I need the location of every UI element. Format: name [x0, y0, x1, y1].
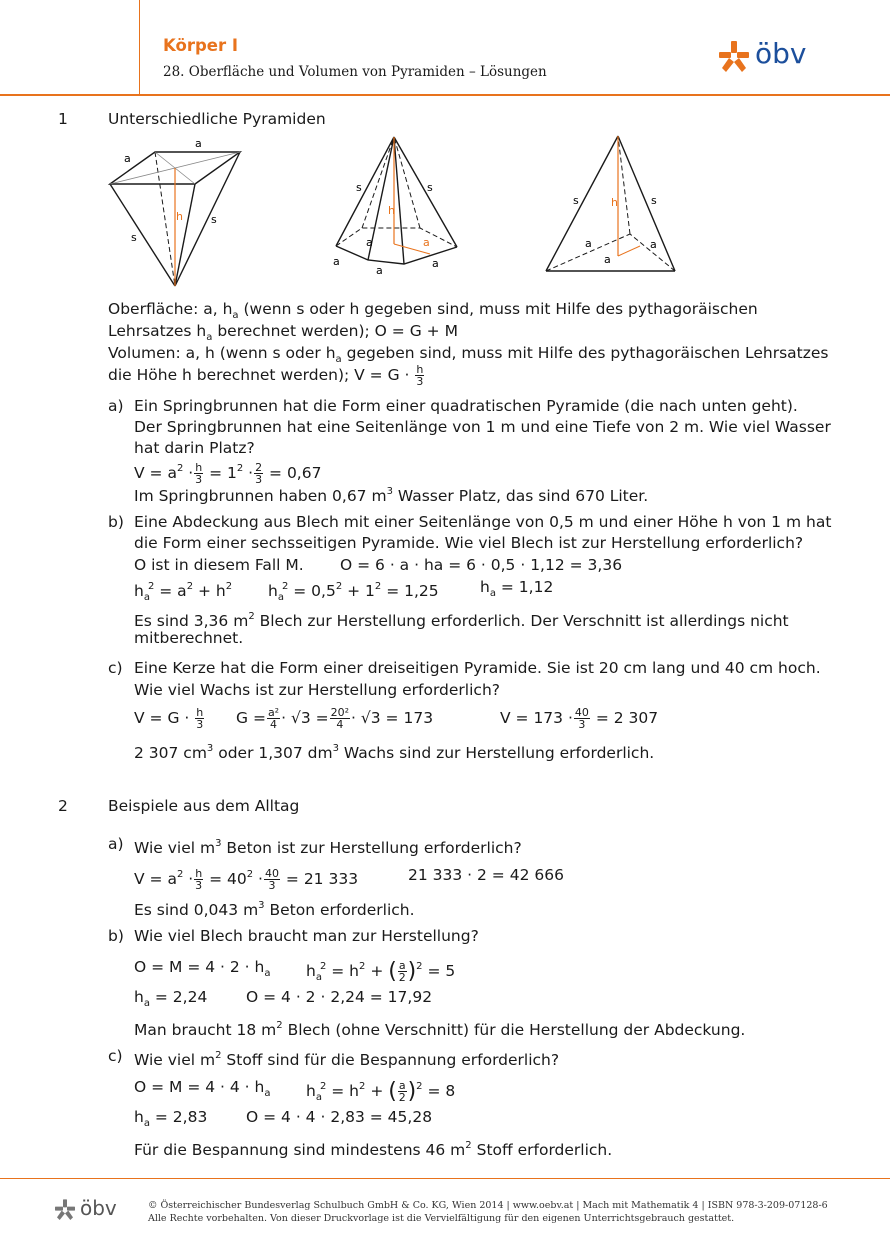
task1a-label: a)	[108, 397, 124, 415]
fig3-label-a-bottom: a	[604, 253, 611, 266]
fig2-label-a-left: a	[333, 255, 340, 268]
fig2-label-s-right: s	[427, 181, 433, 194]
fig3-label-a-right: a	[650, 238, 657, 251]
task1b-label: b)	[108, 513, 124, 531]
fig1-label-a-left: a	[124, 152, 131, 165]
fig2-label-a-bottom: a	[376, 264, 383, 277]
fig1-label-h: h	[176, 210, 183, 223]
task2c-formula3: $h_a = 2,83$	[134, 1108, 208, 1129]
inverted-pyramid-figure	[110, 152, 240, 286]
task1c-label: c)	[108, 659, 123, 677]
task2c-question: Wie viel $m^2$ Stoff sind für die Bespannung erforderlich?	[134, 1050, 560, 1069]
task1-title: Unterschiedliche Pyramiden	[108, 110, 326, 128]
task1b-line3b: O = 6 · a · ha = 6 · 0,5 · 1,12 = 3,36	[340, 556, 623, 574]
task2b-formula3: $h_a = 2,24$	[134, 988, 208, 1009]
fig2-label-a-right: a	[432, 257, 439, 270]
task1c-formula1: V = G · $\frac{h}{3}$	[134, 706, 204, 731]
task1a-result: Im Springbrunnen haben 0,67 $m^3$ Wasser Platz, das sind 670 Liter.	[134, 486, 649, 505]
fig1-label-a-top: a	[195, 137, 202, 150]
oberflaeche-line2: Lehrsatzes $h_a$ berechnet werden); O = G + M	[108, 322, 458, 343]
task2c-formula4: O = 4 · 4 · 2,83 = 45,28	[246, 1108, 433, 1126]
fig3-label-h: h	[611, 196, 618, 209]
pyramid-figures	[100, 134, 700, 294]
fig3-label-s-left: s	[573, 194, 579, 207]
task1b-formula3: $h_a = 1,12$	[480, 578, 554, 599]
fig3-label-s-right: s	[651, 194, 657, 207]
task1a-line2: Der Springbrunnen hat eine Seitenlänge von 1 m und eine Tiefe von 2 m. Wie viel Wasser	[134, 418, 831, 436]
chapter-title: Körper I	[163, 36, 238, 55]
star-logo-icon	[719, 41, 749, 73]
task2b-formula1: $O = M = 4 \cdot 2 \cdot h_a$	[134, 958, 271, 979]
header-divider-vertical	[139, 0, 140, 95]
task2a-result: Es sind 0,043 $m^3$ Beton erforderlich.	[134, 900, 415, 919]
publisher-logo	[719, 37, 807, 77]
task1b-line2: die Form einer sechsseitigen Pyramide. Wie viel Blech ist zur Herstellung erforderlich?	[134, 534, 804, 552]
task1b-formula2: $h_a^2 = 0,5^2 + 1^2 = 1,25$	[268, 581, 439, 603]
task1c-formula3: V = 173 · $\frac{40}{3}$ = 2 307	[500, 706, 659, 731]
volumen-line2: die Höhe h berechnet werden); V = G · $\frac{h}{3}$	[108, 363, 424, 388]
fig3-label-a-left: a	[585, 237, 592, 250]
task2c-formula1: $O = M = 4 \cdot 4 \cdot h_a$	[134, 1078, 271, 1099]
footer-copyright: © Österreichischer Bundesverlag Schulbuch GmbH & Co. KG, Wien 2014 | www.oebv.at | Mach mit Mathematik 4 | ISBN 978-3-209-07128-6	[148, 1200, 828, 1211]
task2a-formula1: $V = a^2$ · $\frac{h}{3}$ = $40^2$ · $\frac{40}{3}$ = 21 333	[134, 867, 359, 892]
task2b-label: b)	[108, 927, 124, 945]
oberflaeche-line1: Oberfläche: a, $h_a$ (wenn s oder h gegeben sind, muss mit Hilfe des pythagoräischen	[108, 300, 758, 321]
fig2-label-a-inner: a	[366, 236, 373, 249]
fig2-label-a-orange: a	[423, 236, 430, 249]
task2a-question: Wie viel $m^3$ Beton ist zur Herstellung erforderlich?	[134, 838, 522, 857]
task1b-formula1: $h_a^2 = a^2 + h^2$	[134, 581, 233, 603]
task2b-question: Wie viel Blech braucht man zur Herstellung?	[134, 927, 479, 945]
task1b-result2: mitberechnet.	[134, 629, 244, 647]
task1c-formula2: G = $\frac{\text{a²}}{4}$ · √3 = $\frac{\text{20²}}{4}$ · √3 = 173	[236, 706, 434, 731]
task2c-label: c)	[108, 1047, 123, 1065]
logo-text: öbv	[755, 37, 807, 70]
task1b-line3a: O ist in diesem Fall M.	[134, 556, 304, 574]
fig2-label-h: h	[388, 204, 395, 217]
footer-logo	[55, 1196, 117, 1225]
page-subtitle: 28. Oberfläche und Volumen von Pyramiden – Lösungen	[163, 64, 547, 80]
footer-star-icon	[55, 1199, 75, 1221]
task1b-line1: Eine Abdeckung aus Blech mit einer Seitenlänge von 0,5 m und einer Höhe h von 1 m hat	[134, 513, 832, 531]
task1c-line2: Wie viel Wachs ist zur Herstellung erforderlich?	[134, 681, 500, 699]
task2b-formula4: O = 4 · 2 · 2,24 = 17,92	[246, 988, 433, 1006]
task2b-result: Man braucht 18 $m^2$ Blech (ohne Verschnitt) für die Herstellung der Abdeckung.	[134, 1020, 746, 1039]
task2b-formula2: $h_a^2 = h^2$ + ( $\frac{a}{2}$ )$^2$ = 5	[306, 959, 456, 984]
task1a-line1: Ein Springbrunnen hat die Form einer quadratischen Pyramide (die nach unten geht).	[134, 397, 798, 415]
footer-divider	[0, 1178, 890, 1179]
fig1-label-s-right: s	[211, 213, 217, 226]
fig1-label-s-left: s	[131, 231, 137, 244]
task2a-label: a)	[108, 835, 124, 853]
task2a-formula2: 21 333 · 2 = 42 666	[408, 866, 564, 884]
footer-rights: Alle Rechte vorbehalten. Von dieser Druckvorlage ist die Vervielfältigung für den eigenen Unterrichtsgebrauch gestattet.	[148, 1213, 735, 1224]
task1c-result: 2 307 $cm^3$ oder 1,307 $dm^3$ Wachs sind zur Herstellung erforderlich.	[134, 743, 655, 762]
task1-number: 1	[58, 110, 68, 128]
hexagonal-pyramid-figure	[336, 137, 457, 264]
fig2-label-s-left: s	[356, 181, 362, 194]
task2c-result: Für die Bespannung sind mindestens 46 $m^2$ Stoff erforderlich.	[134, 1140, 613, 1159]
task2-number: 2	[58, 797, 68, 815]
task2-title: Beispiele aus dem Alltag	[108, 797, 300, 815]
task1c-line1: Eine Kerze hat die Form einer dreiseitigen Pyramide. Sie ist 20 cm lang und 40 cm hoch.	[134, 659, 821, 677]
task1a-line3: hat darin Platz?	[134, 439, 255, 457]
task1a-formula: $V = a^2$ · $\frac{h}{3}$ = $1^2$ · $\frac{2}{3}$ = 0,67	[134, 461, 322, 486]
task2c-formula2: $h_a^2 = h^2$ + ( $\frac{a}{2}$ )$^2$ = 8	[306, 1079, 456, 1104]
task1b-result1: Es sind 3,36 $m^2$ Blech zur Herstellung erforderlich. Der Verschnitt ist allerdings nicht	[134, 611, 789, 630]
header-divider	[0, 94, 890, 96]
footer-logo-text: öbv	[80, 1196, 117, 1220]
volumen-line1: Volumen: a, h (wenn s oder $h_a$ gegeben sind, muss mit Hilfe des pythagoräischen Lehrsatzes	[108, 344, 829, 365]
